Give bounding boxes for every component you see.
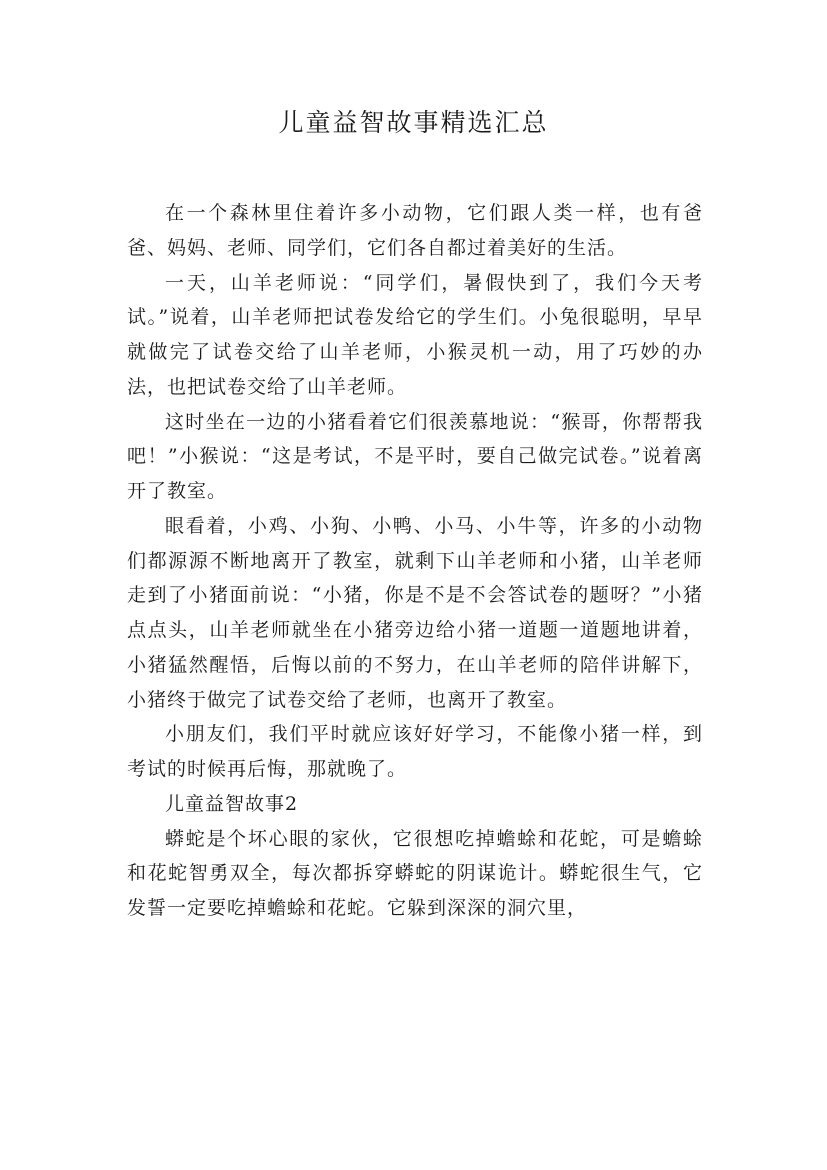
paragraph: 一天，山羊老师说：“同学们，暑假快到了，我们今天考试。”说着，山羊老师把试卷发给它的学生们。小兔很聪明，早早就做完了试卷交给了山羊老师，小猴灵机一动，用了巧妙的办法，也把试卷交给了山羊老师。 bbox=[127, 271, 703, 398]
section-subheading: 儿童益智故事2 bbox=[165, 792, 299, 815]
paragraph: 眼看着，小鸡、小狗、小鸭、小马、小牛等，许多的小动物们都源源不断地离开了教室，就剩下山羊老师和小猪，山羊老师走到了小猪面前说：“小猪，你是不是不会答试卷的题呀？”小猪点点头，山羊老师就坐在小猪旁边给小猪一道题一道题地讲着，小猪猛然醒悟，后悔以前的不努力，在山羊老师的陪伴讲解下，小猪终于做完了试卷交给了老师，也离开了教室。 bbox=[127, 514, 703, 711]
paragraph: 这时坐在一边的小猪看着它们很羡慕地说：“猴哥，你帮帮我吧！”小猴说：“这是考试，不是平时，要自己做完试卷。”说着离开了教室。 bbox=[127, 410, 703, 502]
paragraph: 蟒蛇是个坏心眼的家伙，它很想吃掉蟾蜍和花蛇，可是蟾蜍和花蛇智勇双全，每次都拆穿蟒蛇的阴谋诡计。蟒蛇很生气，它发誓一定要吃掉蟾蜍和花蛇。它躲到深深的洞穴里， bbox=[127, 827, 703, 919]
paragraph: 小朋友们，我们平时就应该好好学习，不能像小猪一样，到考试的时候再后悔，那就晚了。 bbox=[127, 723, 703, 780]
paragraph: 在一个森林里住着许多小动物，它们跟人类一样，也有爸爸、妈妈、老师、同学们，它们各自都过着美好的生活。 bbox=[127, 202, 703, 259]
document-title: 儿童益智故事精选汇总 bbox=[278, 108, 549, 137]
document-body bbox=[127, 196, 703, 926]
